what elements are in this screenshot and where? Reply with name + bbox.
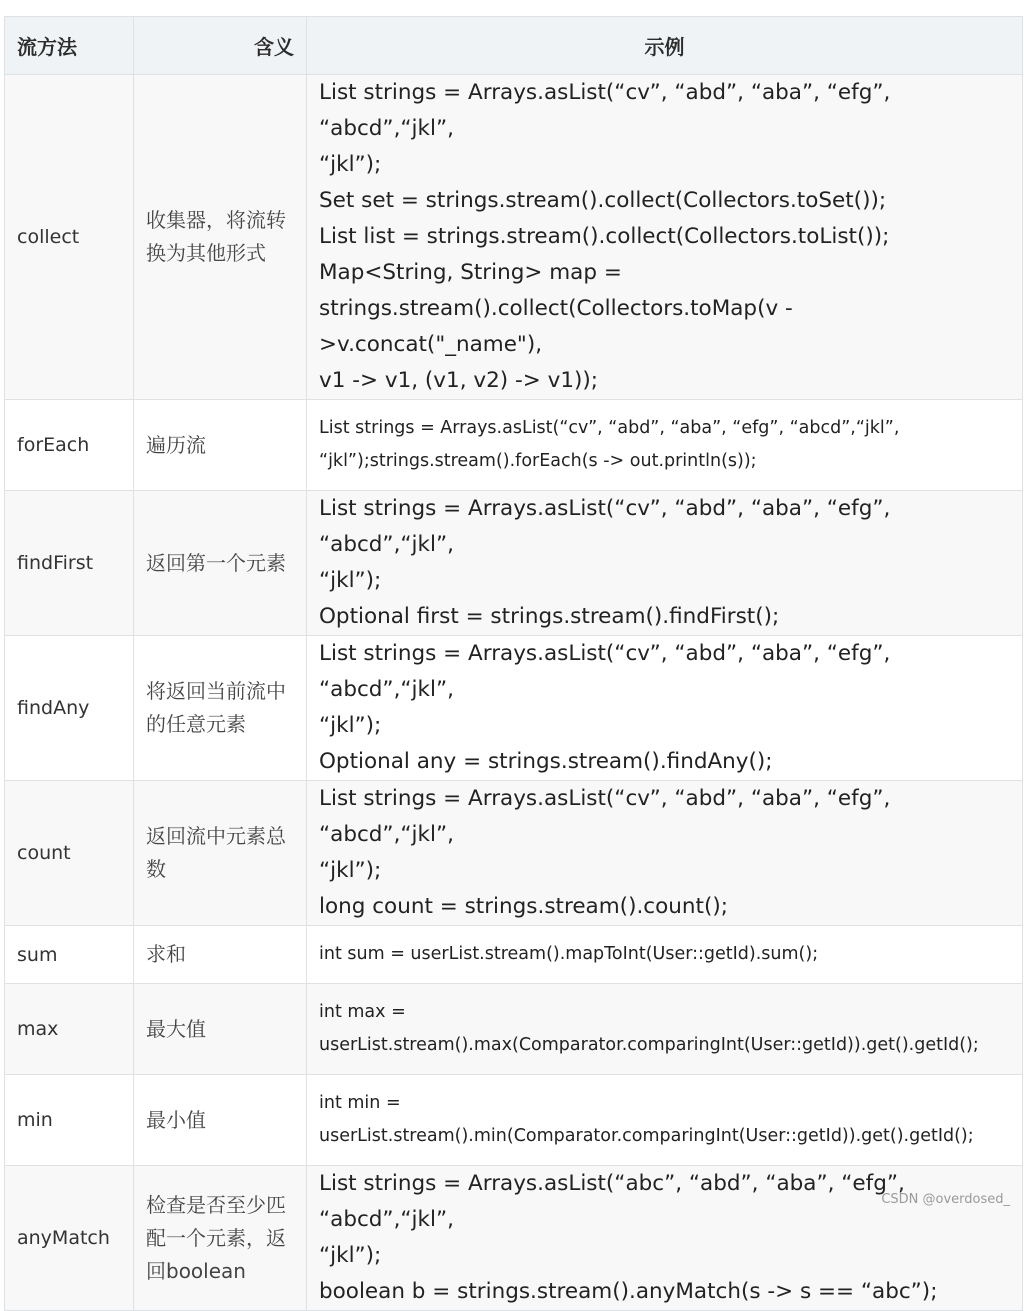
code-line: userList.stream().min(Comparator.comparingInt(User::getId)).get().getId(); (319, 1126, 974, 1146)
code-line: List strings = Arrays.asList(“cv”, “abd”, “aba”, “efg”, “abcd”,“jkl”, (319, 641, 891, 702)
code-line: boolean b = strings.stream().anyMatch(s -> s == “abc”); (319, 1279, 938, 1304)
table-row (5, 984, 1023, 1075)
header-meaning: 含义 (134, 17, 307, 75)
table-row (5, 926, 1023, 984)
table-row (5, 400, 1023, 491)
meaning-cell: 返回流中元素总数 (134, 781, 307, 926)
watermark: CSDN @overdosed_ (881, 1192, 1010, 1207)
code-line: List list = strings.stream().collect(Collectors.toList()); (319, 224, 890, 249)
example-cell (307, 491, 1023, 636)
table-row (5, 75, 1023, 400)
meaning-cell: 将返回当前流中的任意元素 (134, 636, 307, 781)
code-line: “jkl”); (319, 1243, 382, 1268)
code-line: int max = (319, 1002, 406, 1022)
meaning-cell: 最大值 (134, 984, 307, 1075)
code-line: Optional first = strings.stream().findFirst(); (319, 604, 780, 629)
code-line: Set set = strings.stream().collect(Collectors.toSet()); (319, 188, 887, 213)
method-cell: findFirst (5, 491, 134, 636)
code-line: List strings = Arrays.asList(“cv”, “abd”, “aba”, “efg”, “abcd”,“jkl”, (319, 496, 891, 557)
code-line: “jkl”); (319, 713, 382, 738)
table-row (5, 1166, 1023, 1311)
code-line: List strings = Arrays.asList(“cv”, “abd”, “aba”, “efg”, “abcd”,“jkl”, (319, 786, 891, 847)
code-line: List strings = Arrays.asList(“cv”, “abd”, “aba”, “efg”, “abcd”,“jkl”, (319, 418, 900, 438)
stream-methods-table (4, 16, 1023, 1311)
meaning-cell: 最小值 (134, 1075, 307, 1166)
method-cell: count (5, 781, 134, 926)
example-cell (307, 636, 1023, 781)
method-cell: anyMatch (5, 1166, 134, 1311)
code-line: userList.stream().max(Comparator.comparingInt(User::getId)).get().getId(); (319, 1035, 979, 1055)
method-cell: sum (5, 926, 134, 984)
code-line: List strings = Arrays.asList(“cv”, “abd”, “aba”, “efg”, “abcd”,“jkl”, (319, 80, 891, 141)
table-row (5, 636, 1023, 781)
method-cell: findAny (5, 636, 134, 781)
code-line: long count = strings.stream().count(); (319, 894, 728, 919)
meaning-cell: 收集器，将流转换为其他形式 (134, 75, 307, 400)
example-cell (307, 1166, 1023, 1311)
example-cell (307, 75, 1023, 400)
table-header-row (5, 17, 1023, 75)
code-line: strings.stream().collect(Collectors.toMap(v ->v.concat("_name"), (319, 296, 793, 357)
code-line: “jkl”);strings.stream().forEach(s -> out.println(s)); (319, 451, 757, 471)
method-cell: collect (5, 75, 134, 400)
code-line: Map<String, String> map = (319, 260, 622, 285)
example-cell (307, 781, 1023, 926)
code-line: int sum = userList.stream().mapToInt(User::getId).sum(); (319, 944, 819, 964)
table-row (5, 1075, 1023, 1166)
example-cell (307, 400, 1023, 491)
code-line: “jkl”); (319, 858, 382, 883)
code-line: Optional any = strings.stream().findAny(); (319, 749, 773, 774)
header-example: 示例 (307, 17, 1023, 75)
code-line: “jkl”); (319, 152, 382, 177)
code-line: v1 -> v1, (v1, v2) -> v1)); (319, 368, 599, 393)
table-row (5, 491, 1023, 636)
meaning-cell: 检查是否至少匹配一个元素，返回boolean (134, 1166, 307, 1311)
method-cell: forEach (5, 400, 134, 491)
table-row (5, 781, 1023, 926)
meaning-cell: 遍历流 (134, 400, 307, 491)
meaning-cell: 返回第一个元素 (134, 491, 307, 636)
header-method: 流方法 (5, 17, 134, 75)
method-cell: min (5, 1075, 134, 1166)
code-line: List strings = Arrays.asList(“abc”, “abd”, “aba”, “efg”, “abcd”,“jkl”, (319, 1171, 905, 1232)
meaning-cell: 求和 (134, 926, 307, 984)
example-cell (307, 1075, 1023, 1166)
code-line: “jkl”); (319, 568, 382, 593)
example-cell (307, 926, 1023, 984)
method-cell: max (5, 984, 134, 1075)
example-cell (307, 984, 1023, 1075)
code-line: int min = (319, 1093, 401, 1113)
